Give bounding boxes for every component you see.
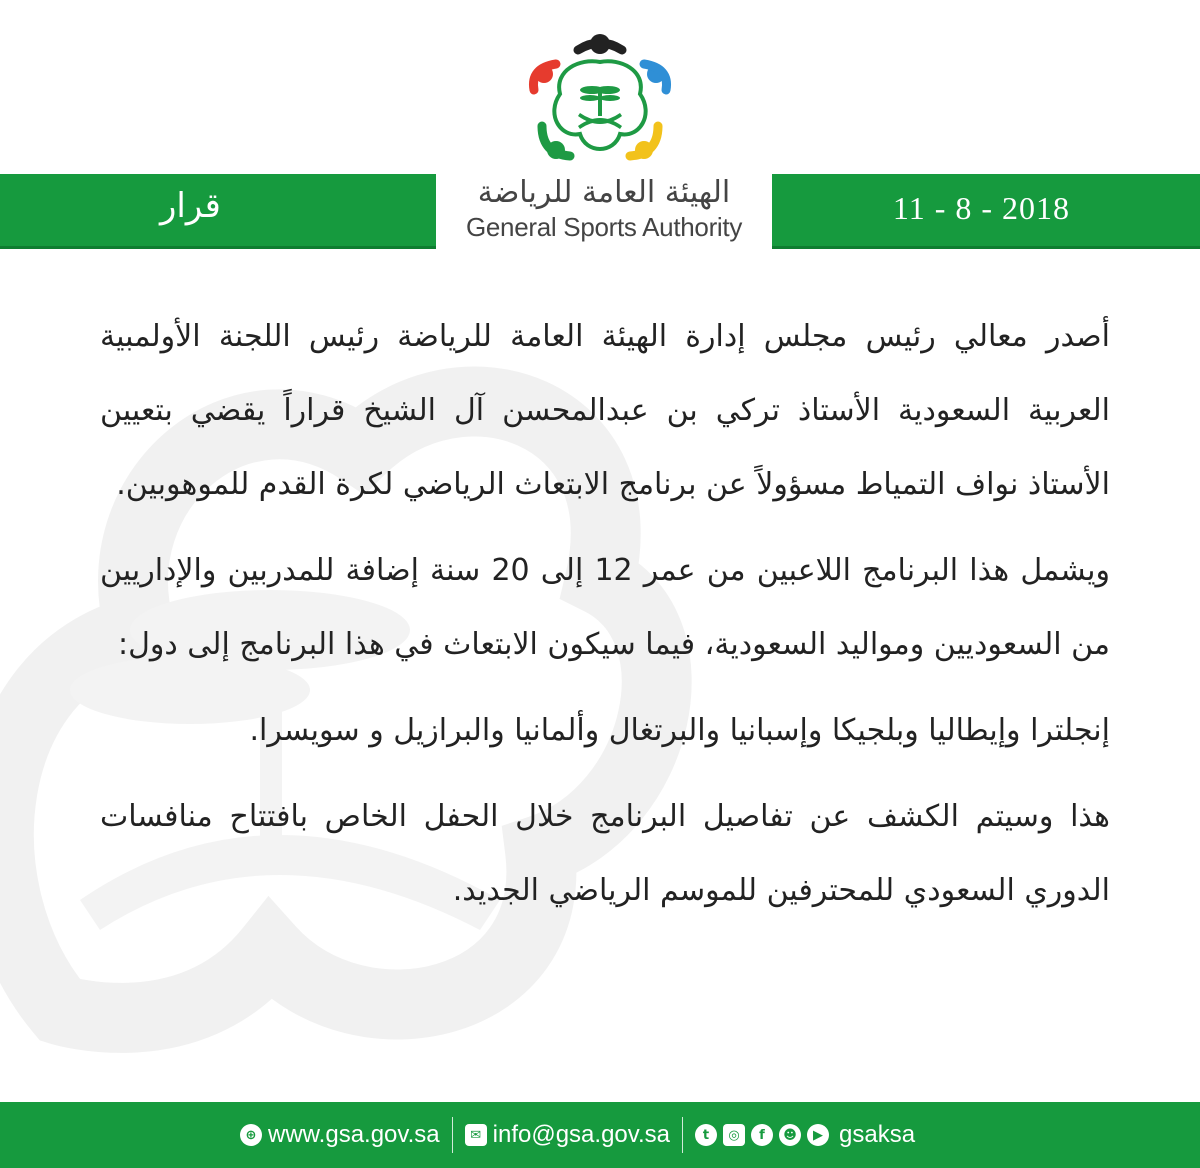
twitter-icon[interactable]: t bbox=[695, 1124, 717, 1146]
youtube-icon[interactable]: ▶ bbox=[807, 1124, 829, 1146]
gsa-logo-icon bbox=[520, 30, 680, 170]
website-link[interactable] bbox=[240, 1121, 440, 1149]
website-text: www.gsa.gov.sa bbox=[268, 1121, 440, 1148]
facebook-icon[interactable]: f bbox=[751, 1124, 773, 1146]
footer-contacts bbox=[240, 1102, 915, 1168]
org-name-arabic: الهيئة العامة للرياضة bbox=[477, 175, 731, 210]
body-paragraph: ويشمل هذا البرنامج اللاعبين من عمر 12 إلى 20 سنة إضافة للمدربين والإداريين من السعوديين ومواليد السعودية، فيما سيكون الابتعاث في هذا البرنامج إلى دول: bbox=[100, 553, 1110, 662]
social-handle: gsaksa bbox=[839, 1121, 916, 1148]
body-paragraph: أصدر معالي رئيس مجلس إدارة الهيئة العامة للرياضة رئيس اللجنة الأولمبية العربية السعودية الأستاذ تركي بن عبدالمحسن آل الشيخ قراراً يقضي بتعيين الأستاذ نواف التمياط مسؤولاً عن برنامج الابتعاث الرياضي لكرة القدم للموهوبين. bbox=[100, 319, 1110, 502]
org-name-block bbox=[436, 166, 772, 252]
footer-divider bbox=[452, 1117, 453, 1153]
snapchat-icon[interactable]: ☻ bbox=[779, 1124, 801, 1146]
decision-date: 11 - 8 - 2018 bbox=[892, 190, 1070, 226]
document-type-label: قرار bbox=[160, 186, 221, 226]
decision-body bbox=[100, 300, 1110, 940]
footer-bar bbox=[0, 1102, 1200, 1168]
instagram-icon[interactable]: ◎ bbox=[723, 1124, 745, 1146]
email-link[interactable] bbox=[465, 1121, 670, 1149]
email-text: info@gsa.gov.sa bbox=[492, 1121, 670, 1148]
footer-divider bbox=[682, 1117, 683, 1153]
body-paragraph: هذا وسيتم الكشف عن تفاصيل البرنامج خلال الحفل الخاص بافتتاح منافسات الدوري السعودي للمحترفين للموسم الرياضي الجديد. bbox=[100, 799, 1110, 908]
body-paragraph: إنجلترا وإيطاليا وبلجيكا وإسبانيا والبرتغال وألمانيا والبرازيل و سويسرا. bbox=[249, 713, 1110, 748]
mail-icon: ✉ bbox=[465, 1124, 487, 1146]
social-links bbox=[695, 1121, 915, 1149]
org-name-english: General Sports Authority bbox=[465, 212, 743, 242]
globe-icon: ⊕ bbox=[240, 1124, 262, 1146]
